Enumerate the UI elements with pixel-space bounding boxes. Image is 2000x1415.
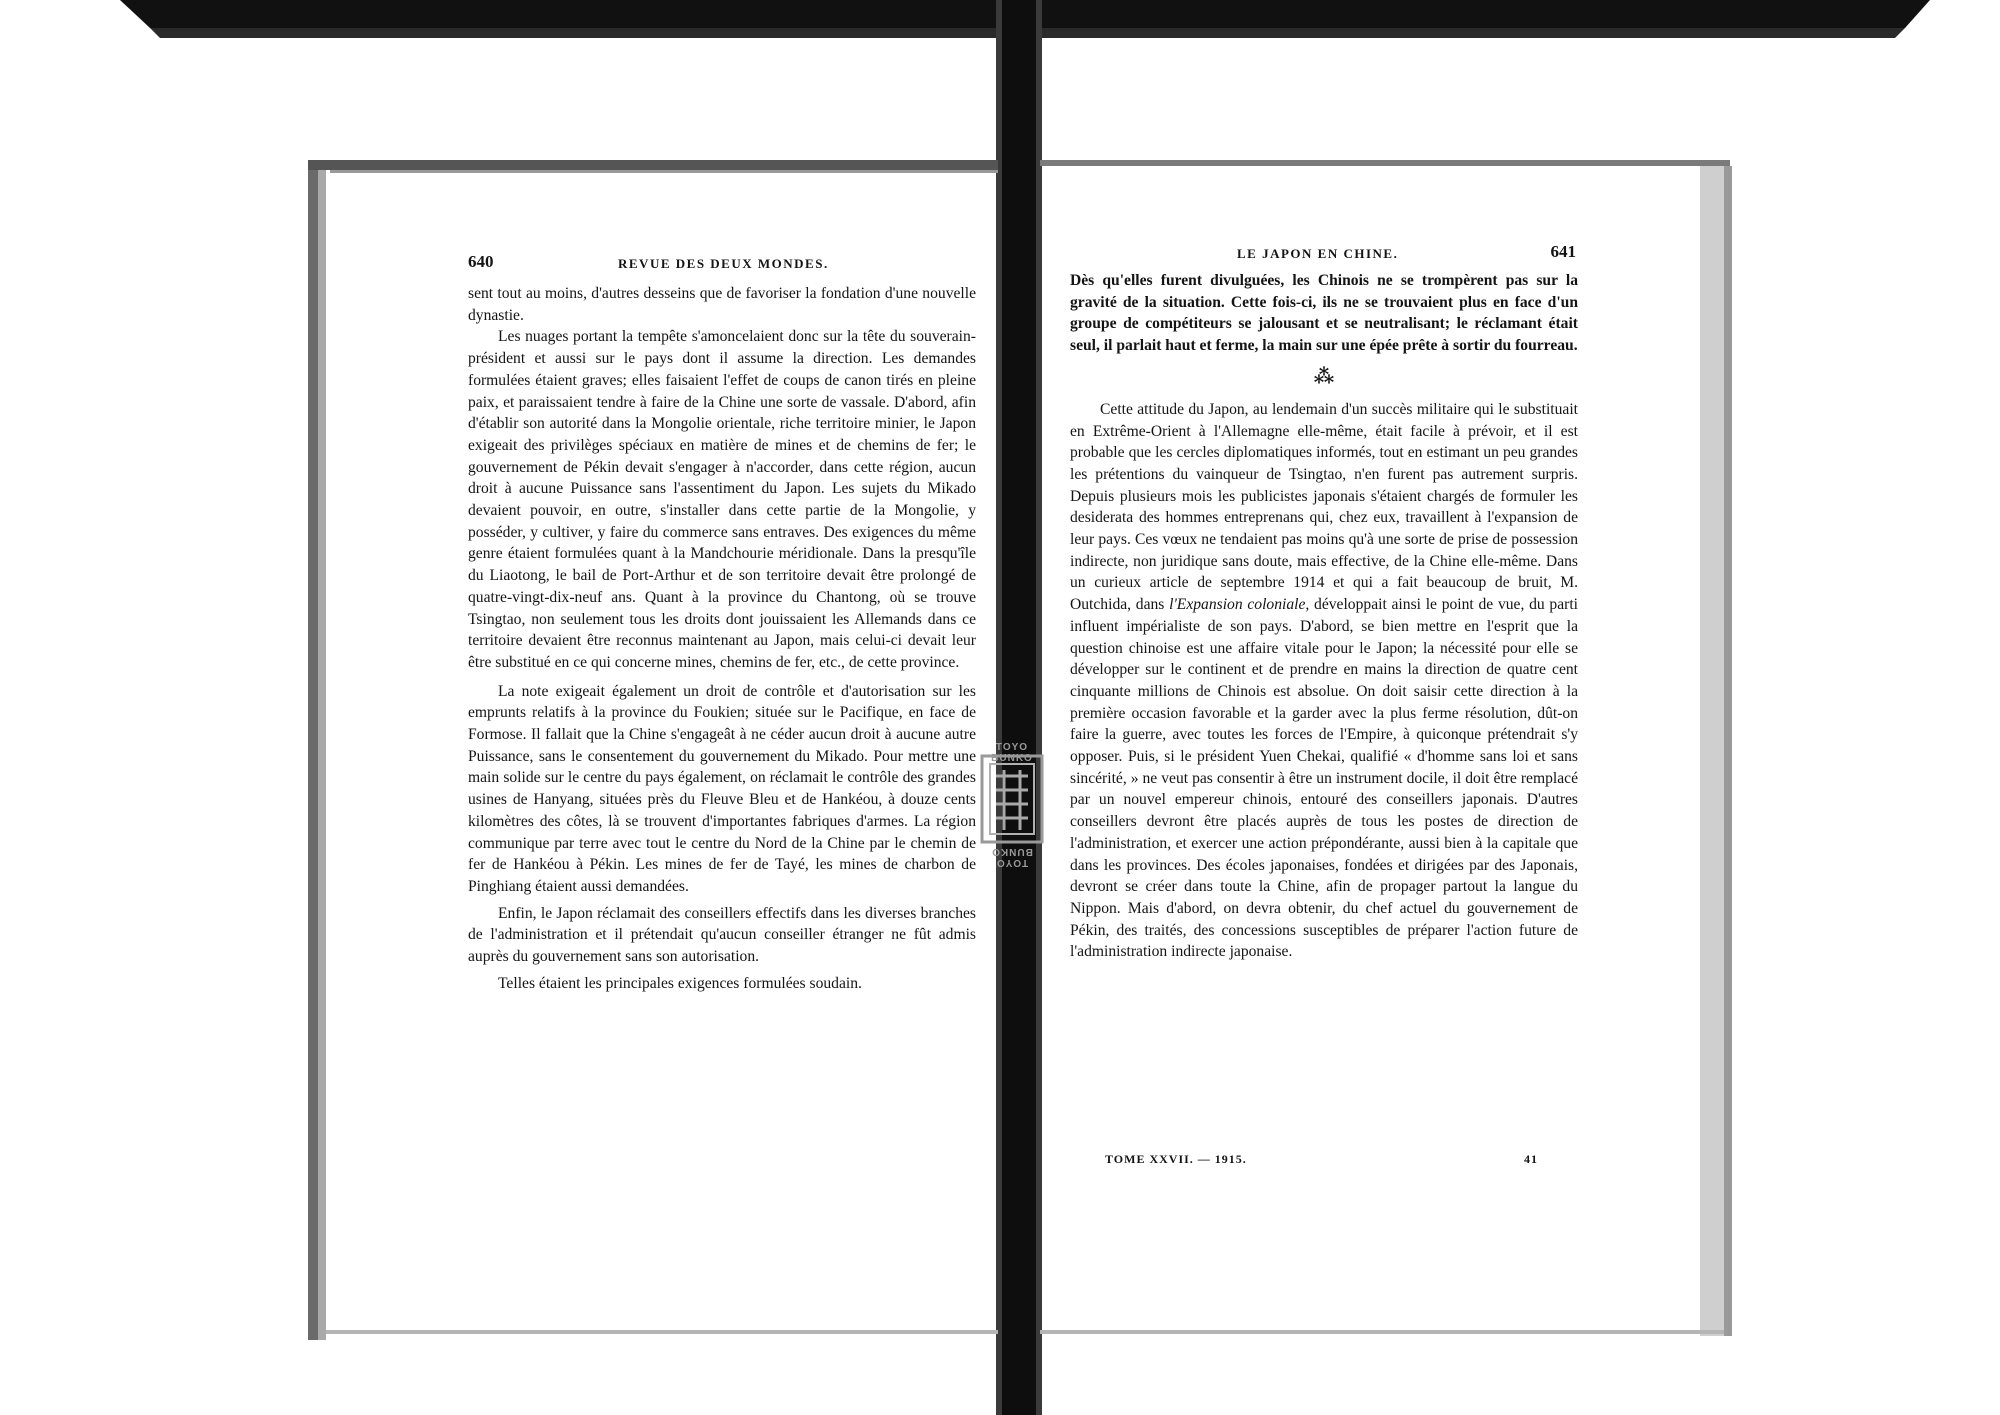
left-page-edge — [308, 160, 318, 1340]
right-paragraph: Dès qu'elles furent divulguées, les Chinois ne se trompèrent pas sur la gravité de la situation. Cette fois-ci, ils ne se trouvaient plus en face d'un groupe de compétiteurs se jalousant et se neutralisant; le réclamant était seul, il parlait haut et ferme, la main sur une épée prête à sortir du fourreau. — [1070, 272, 1578, 355]
paragraph-text: Cette attitude du Japon, au lendemain d'un succès militaire qui le substituait en Extrême-Orient à l'Allemagne elle-même, était facile à prévoir, et il est probable que les cercles diplomatiques informés, tout en estimant un peu grandes les prétentions du vainqueur de Tsingtao, n'en furent pas autrement surpris. Depuis plusieurs mois les publicistes japonais s'étaient chargés de formuler les desiderata des hommes entreprenans qui, chez eux, travaillent à l'expansion de leur pays. Ces vœux ne tendaient pas moins qu'à une sorte de prise de possession indirecte, non juridique sans doute, mais effective, de la Chine elle-même. Dans un curieux article de septembre 1914 et qui a fait beaucoup de bruit, M. Outchida, dans — [1070, 400, 1578, 614]
right-page — [1070, 240, 1578, 1170]
left-running-head — [468, 254, 976, 278]
journal-title-italic: l'Expansion coloniale, — [1169, 596, 1310, 614]
paragraph-text: développait ainsi le point de vue, du parti influent impérialiste de son pays. D'abord, se bien mettre en l'esprit que la question chinoise est une affaire vitale pour le Japon; la nécessité pour elle se développer sur le continent et de prendre en mains la direction de quatre cent cinquante millions de Chinois est absolue. On doit saisir cette direction à la première occasion favorable et la garder avec la plus ferme résolution, dût-on faire la guerre, avec toutes les forces de l'Empire, à quiconque prétendrait s'y opposer. Puis, si le président Yuen Chekai, qualifié « d'homme sans loi et sans sincérité, » ne veut pas consentir à être un instrument docile, il doit être remplacé par un nouvel empereur chinois, entouré des conseillers japonais. D'autres conseillers devront être placés auprès de tous les postes de direction de l'administration, et exercer une action prépondérante, aussi bien à la capitale que dans les provinces. Des écoles japonaises, fondées et dirigées par des Japonais, devront se créer dans toute la Chine, afin de propager partout la langue du Nippon. Mais d'abord, on devra obtenir, du chef actuel du gouvernement de Pékin, des traités, des concessions susceptibles de préparer l'action future de l'administration indirecte japonaise. — [1070, 596, 1578, 961]
library-stamp — [978, 742, 1046, 868]
right-running-head — [1070, 240, 1578, 264]
left-paragraph: Enfin, le Japon réclamait des conseillers effectifs dans les diverses branches de l'administration et il prétendait qu'aucun conseiller étranger ne fût admis auprès du gouvernement sans son autorisation. — [468, 904, 976, 966]
stamp-label-top: TOYO BUNKO — [991, 742, 1033, 764]
spine-strip — [1000, 0, 1040, 1415]
right-page-edge — [1040, 160, 1730, 166]
right-page-body — [1070, 270, 1578, 963]
left-paragraph: Les nuages portant la tempête s'amoncelaient donc sur la tête du souverain-président et aussi sur le pays dont il assume la direction. Les demandes formulées étaient graves; elles faisaient l'effet de coups de canon tirés en pleine paix, et paraissaient tendre à faire de la Chine une sorte de vassale. D'abord, afin d'établir son autorité dans la Mongolie orientale, riche territoire minier, le Japon exigeait des privilèges spéciaux en matière de mines et de chemins de fer; le gouvernement de Pékin devait s'engager à n'accorder, dans cette région, aucun droit à aucune Puissance sans l'assentiment du Japon. Les sujets du Mikado devaient pouvoir, en outre, s'installer dans cette partie de la Mongolie, y posséder, y cultiver, y faire du commerce sans entraves. Des exigences du même genre étaient formulées quant à la Mandchourie méridionale. Dans la presqu'île du Liaotong, le bail de Port-Arthur et de son territoire devait être prolongé de quatre-vingt-dix-neuf ans. Quant à la province du Chantong, où se trouve Tsingtao, non seulement tous les droits dont jouissaient les Allemands dans ce territoire devaient être reconnus maintenant au Japon, mais celui-ci devait leur être substitué en ce qui concerne mines, chemins de fer, etc., de cette province. — [468, 328, 976, 671]
signature-number: 41 — [1524, 1152, 1538, 1166]
left-page — [468, 254, 976, 1154]
right-running-title: LE JAPON EN CHINE. — [1237, 246, 1399, 261]
left-running-title: REVUE DES DEUX MONDES. — [618, 256, 829, 271]
left-paragraph: La note exigeait également un droit de contrôle et d'autorisation sur les emprunts relatifs à la province du Foukien; située sur le Pacifique, en face de Formose. Il fallait que la Chine s'engageât à ne céder aucun droit à aucune autre Puissance, sans le consentement du gouvernement du Mikado. Pour mettre une main solide sur le centre du pays également, on réclamait le contrôle des grandes usines de Hanyang, situées près du Fleuve Bleu et de Hankéou, à douze cents kilomètres des côtes, là se trouvent d'importantes fabriques d'armes. La région communique par terre avec tout le centre du Nord de la Chine par le chemin de fer de Hankéou à Pékin. Les mines de fer de Tayé, les mines de charbon de Pinghiang étaient aussi demandées. — [468, 682, 976, 895]
stamp-label-bottom: TOYO BUNKO — [991, 846, 1033, 868]
left-page-number: 640 — [468, 252, 494, 271]
right-page-footer — [1070, 1152, 1578, 1170]
left-paragraph: sent tout au moins, d'autres desseins que de favoriser la fondation d'une nouvelle dynastie. — [468, 285, 976, 324]
volume-signature: TOME XXVII. — 1915. — [1105, 1152, 1247, 1166]
left-paragraph: Telles étaient les principales exigences formulées soudain. — [498, 974, 862, 992]
section-break-asterism: ⁂ — [1313, 365, 1335, 388]
left-page-body — [468, 283, 976, 995]
right-paragraph — [1070, 399, 1578, 963]
right-page-number: 641 — [1550, 242, 1576, 261]
